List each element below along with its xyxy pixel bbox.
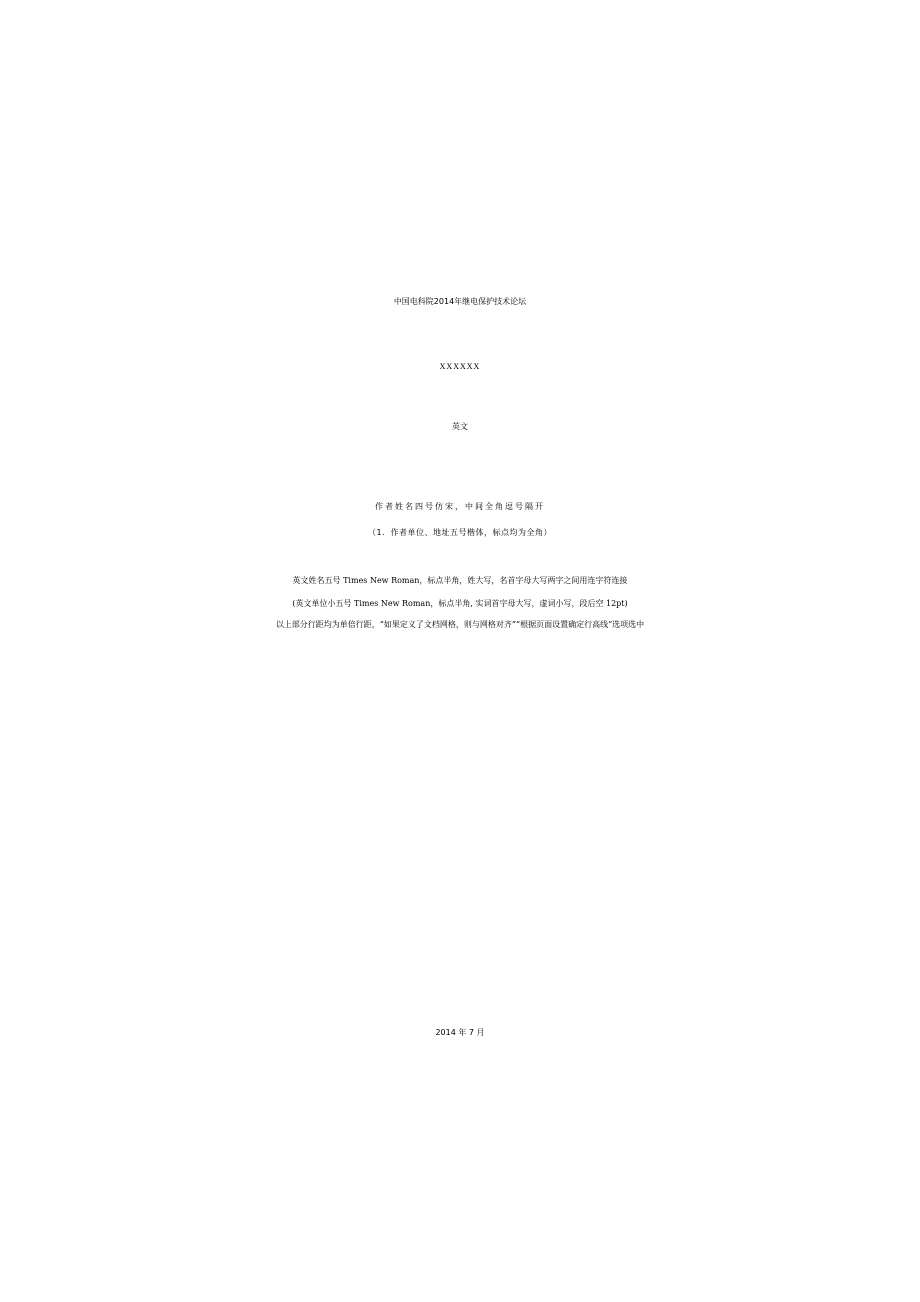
document-date: 2014 年 7 月 — [435, 1028, 485, 1037]
spacing-note-line: 以上部分行距均为单倍行距，“如果定义了文档网格，则与网格对齐”“根据页面设置确定行高线”选项选中 — [275, 620, 645, 629]
conference-title: 中国电科院2014年继电保护技术论坛 — [393, 297, 527, 306]
affiliation-line: （1．作者单位、地址五号楷体，标点均为全角） — [367, 528, 553, 537]
paper-title: XXXXXX — [439, 362, 481, 371]
authors-line: 作者姓名四号仿宋，中间全角逗号隔开 — [375, 502, 545, 511]
english-title: 英文 — [452, 422, 468, 431]
english-affiliation-line: (英文单位小五号 Times New Roman，标点半角, 实词首字母大写，虚词小写，段后空 12pt) — [292, 599, 628, 608]
english-authors-line: 英文姓名五号 Times New Roman，标点半角，姓大写，名首字母大写两字之间用连字符连接 — [292, 576, 628, 585]
